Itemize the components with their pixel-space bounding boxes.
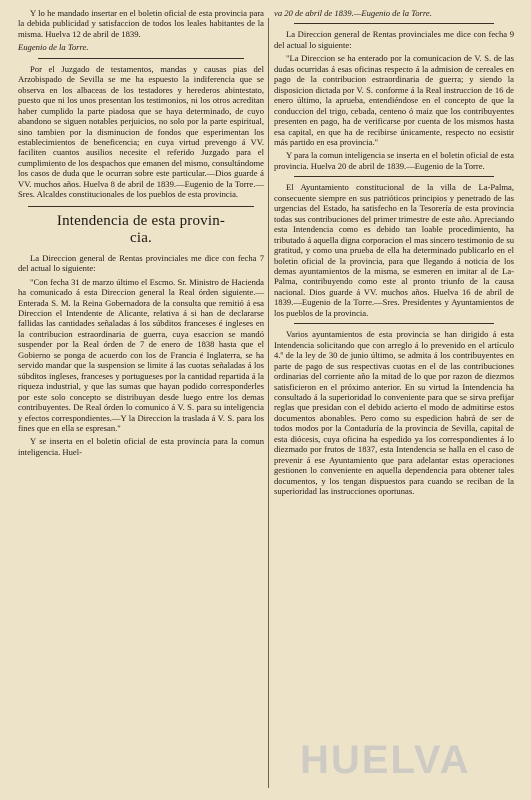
section-heading	[18, 213, 264, 247]
divider	[294, 176, 494, 177]
paragraph-la-palma: El Ayuntamiento constitucional de la villa de La-Palma, consecuente siempre en sus patrióticos principios y penetrado de las urgencias del Estado, ha satisfecho en la Tesorería de esta provincia todas sus contribuciones del primer trimestre de este año. Apreciando esta Intendencia como es debido tan loable procedimiento, ha tributado á aquella digna corporacion el mas sincero testimonio de su gratitud, y como una prueba de ella ha determinado publicarlo en el boletin oficial de la provincia, para que llegando á noticia de los demas ayuntamientos de la misma, se esmeren en imitar al de La-Palma, contribuyendo como este al pronto triunfo de la causa nacional. Dios guarde á VV. muchos años. Huelva 16 de abril de 1839.—Eugenio de la Torre.—Sres. Presidentes y Ayuntamientos de los pueblos de la provincia.	[274, 182, 514, 318]
divider	[38, 58, 244, 59]
paragraph-insert-closing: Y se inserta en el boletin oficial de esta provincia para la comun inteligencia. Huel-	[18, 436, 264, 457]
section-heading-line1: Intendencia de esta provin-	[56, 212, 226, 229]
right-column	[274, 8, 514, 499]
section-heading-line2: cia.	[129, 229, 153, 246]
library-watermark: HUELVA	[300, 738, 471, 782]
paragraph-insert-notice-2: Y para la comun inteligencia se inserta en el boletin oficial de esta provincia. Huelva 20 de abril de 1839.—Eugenio de la Torre.	[274, 150, 514, 171]
paragraph-ayuntamientos: Varios ayuntamientos de esta provincia se han dirigido á esta Intendencia solicitando que con arreglo á lo prevenido en el artículo 4.º de la ley de 30 de junio último, se admita á los contribuyentes en parte de pago de sus respectivas cuotas en el de las contribuciones ordinarias del corriente año la mitad de lo que por razon de diezmos satisficieron en el próximo anterior. En su virtud la Intendencia ha consultado á la superioridad lo conveniente para que se sirva prefijar reglas que presidan con el debido acierto el modo de admitirse estos documentos abonables. Pero como su espedicion habrá de ser de todos modos por la Contaduría de la provincia de Sevilla, capital de esta diócesis, cuya oficina ha espedido ya los correspondientes á lo diezmado por frutos de 1837, esta Intendencia se halla en el caso de prevenir á ese Ayuntamiento que para adelantar estas operaciones gestionen lo conveniente en aquella dependencia para obtener tales documentos, y los tengan dispuestos para cuando se reciban de la superioridad las instrucciones oportunas.	[274, 329, 514, 497]
paragraph-insert-notice: Y lo he mandado insertar en el boletin oficial de esta provincia para la debida publicidad y satisfaccion de todos los leales habitantes de la misma. Huelva 12 de abril de 1839.	[18, 8, 264, 39]
paragraph-testaments: Por el Juzgado de testamentos, mandas y causas pias del Arzobispado de Sevilla se me ha espuesto la indiferencia que se observa en los albaceas de los testadores y herederos abintestato, puesto que ni los unos presentan los testimonios, ni los otros acreditan haber cumplido la parte piadosa que se haya determinado, de cuyo abandono se siguen notables perjuicios, no solo por la parte espiritual, sino tambien por la disminucion de fondos que esperimentan los establecimientos de beneficencia; en cuya virtud prevengo á VV. faciliten cuantos ausilios necesite el referido Juzgado para el cumplimiento de los despachos que emanen del mismo, consultándome los casos de duda que le ocurran sobre este particular.—Dios guarde á VV. muchos años. Huelva 8 de abril de 1839.—Eugenio de la Torre.—Sres. Alcaldes constitucionales de los pueblos de esta provincia.	[18, 63, 264, 200]
divider	[28, 206, 254, 207]
column-rule	[268, 18, 269, 788]
left-column	[18, 8, 264, 460]
paragraph-rentas-intro-2: La Direccion general de Rentas provinciales me dice con fecha 9 del actual lo siguiente:	[274, 29, 514, 50]
paragraph-rentas-intro: La Direccion general de Rentas provinciales me dice con fecha 7 del actual lo siguiente:	[18, 252, 264, 274]
signature: Eugenio de la Torre.	[18, 42, 89, 53]
paragraph-continuation: va 20 de abril de 1839.—Eugenio de la Torre.	[274, 8, 432, 18]
paragraph-royal-order: "Con fecha 31 de marzo último el Escmo. Sr. Ministro de Hacienda ha comunicado á esta Direccion general la Real órden siguiente.—Enterada S. M. la Reina Gobernadora de la consulta que remitió á esa Direccion el Intendente de Alicante, relativa á si han de declararse fallidas las cantidades señaladas á los súbditos franceses é ingleses en la contribucion estraordinaria de guerra, cuya esaccion se mandó suspender por la Real órden de 7 de enero de 1838 hasta que el Gobierno se ponga de acuerdo con los de Francia é Inglaterra, se ha servido mandar que la suspension se limite á las cuotas señaladas á los súbditos ingleses, franceses y portugueses por la cantidad repartida á la riqueza industrial, y que las sumas que hayan podido corresponderles por este solo concepto se distribuyan desde luego entre los demas contribuyentes. De Real órden lo comunico á V. S. para su inteligencia y efectos correspondientes.—Y la Direccion la traslada á V. S. para los fines que en ella se espresan."	[18, 276, 264, 433]
paragraph-cereals: "La Direccion se ha enterado por la comunicacion de V. S. de las dudas ocurridas á esas oficinas respecto á la admision de cereales en pago de la contribucion estraordinaria de guerra; y siendo la disposicion dictada por V. S. conforme á la Real instruccion de 16 de enero último, la aprueba, entendiéndose en el concepto de que la conduccion del trigo, cebada, centeno ó maiz que los contribuyentes presenten en pago, ha de verificarse por cuenta de los mismos hasta esa capital, en que ha de recibirse únicamente, respecto no ecsistir más partido en esa provincia."	[274, 53, 514, 147]
divider	[294, 323, 494, 324]
divider	[294, 23, 494, 24]
